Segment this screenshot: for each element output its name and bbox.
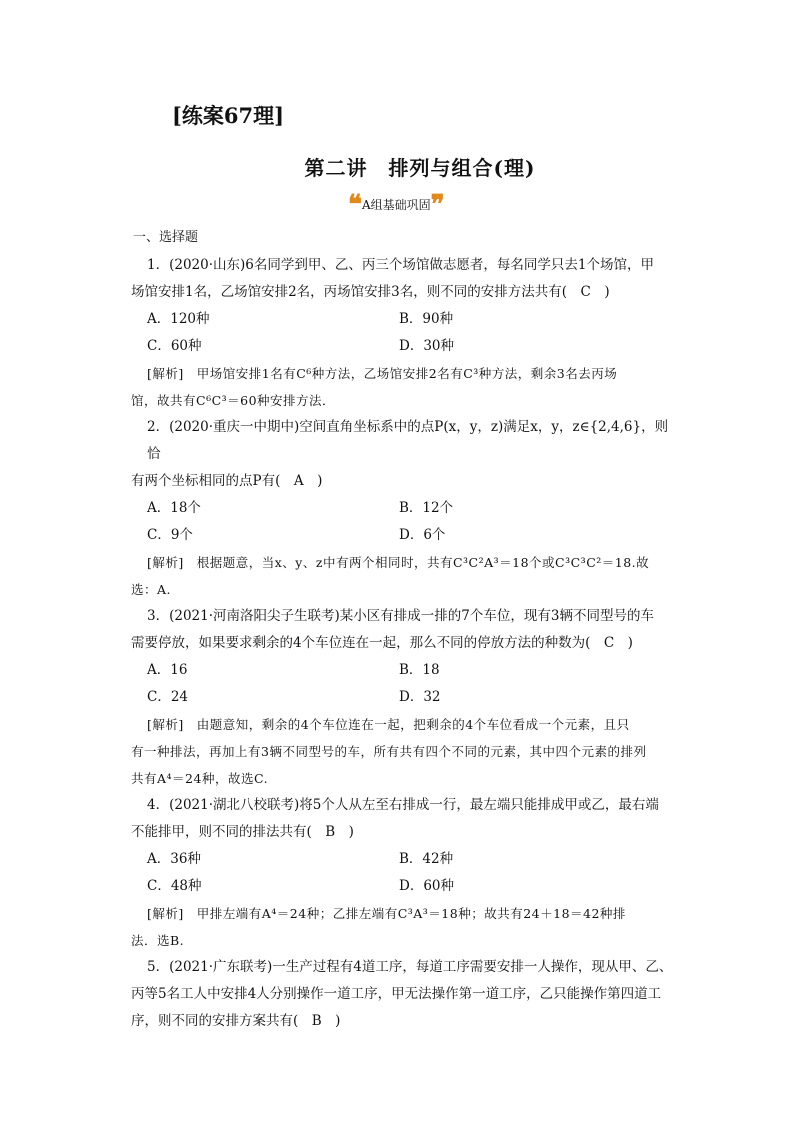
close-quote-icon: ❞ xyxy=(430,189,445,220)
option-d: D．32 xyxy=(399,689,441,705)
question-text: 需要停放，如果要求剩余的4个车位连在一起，那么不同的停放方法的种数为( C ) xyxy=(131,635,633,651)
option-a: A．16 xyxy=(147,662,188,678)
option-c: C．9个 xyxy=(147,527,193,543)
question-text: 场馆安排1名，乙场馆安排2名，丙场馆安排3名，则不同的安排方法共有( C ) xyxy=(131,284,610,300)
option-row xyxy=(147,495,675,522)
option-d: D．30种 xyxy=(399,338,455,354)
option-b: B．90种 xyxy=(399,311,454,327)
option-row xyxy=(147,657,675,684)
question-1 xyxy=(131,252,675,414)
page-title: 第二讲 排列与组合(理) xyxy=(304,156,536,180)
question-list xyxy=(131,252,675,1035)
option-row xyxy=(147,522,675,549)
option-d: D．6个 xyxy=(399,527,446,543)
analysis-text: 馆，故共有C⁶C³＝60种安排方法． xyxy=(131,393,336,408)
option-row xyxy=(147,333,675,360)
question-text: 不能排甲，则不同的排法共有( B ) xyxy=(131,824,354,840)
option-row xyxy=(147,873,675,900)
option-row xyxy=(147,306,675,333)
question-text: 2．(2020·重庆一中期中)空间直角坐标系中的点P(x，y，z)满足x，y，z∈{2,4,6}，则恰 xyxy=(147,419,669,462)
section-label: 一、选择题 xyxy=(133,230,199,245)
analysis-text: 共有A⁴＝24种，故选C. xyxy=(131,771,269,786)
analysis-text: [解析] 甲排左端有A⁴＝24种；乙排左端有C³A³＝18种；故共有24＋18＝42种排 xyxy=(147,906,626,921)
analysis-text: [解析] 根据题意，当x、y、z中有两个相同时，共有C³C²A³＝18个或C³C³C²＝18.故 xyxy=(147,555,650,570)
question-text: 1．(2020·山东)6名同学到甲、乙、丙三个场馆做志愿者，每名同学只去1个场馆，甲 xyxy=(147,257,654,273)
analysis-text: 选：A. xyxy=(131,582,172,597)
question-5 xyxy=(131,954,675,1035)
option-a: A．18个 xyxy=(147,500,201,516)
exam-tag: [练案67理] xyxy=(172,103,285,128)
question-text: 5．(2021·广东联考)一生产过程有4道工序，每道工序需要安排一人操作，现从甲、乙、 xyxy=(147,959,673,975)
analysis-text: [解析] 由题意知，剩余的4个车位连在一起，把剩余的4个车位看成一个元素，且只 xyxy=(147,717,630,732)
question-3 xyxy=(131,603,675,792)
question-text: 3．(2021·河南洛阳尖子生联考)某小区有排成一排的7个车位，现有3辆不同型号的车 xyxy=(147,608,654,624)
analysis-text: 法．选B. xyxy=(131,933,185,948)
option-c: C．48种 xyxy=(147,878,202,894)
question-text: 4．(2021·湖北八校联考)将5个人从左至右排成一行，最左端只能排成甲或乙，最右端 xyxy=(147,797,659,813)
analysis-text: [解析] 甲场馆安排1名有C⁶种方法，乙场馆安排2名有C³种方法，剩余3名去丙场 xyxy=(147,366,618,381)
option-c: C．60种 xyxy=(147,338,202,354)
option-row xyxy=(147,684,675,711)
question-2 xyxy=(131,414,675,603)
option-row xyxy=(147,846,675,873)
option-d: D．60种 xyxy=(399,878,455,894)
question-text: 丙等5名工人中安排4人分别操作一道工序，甲无法操作第一道工序，乙只能操作第四道工 xyxy=(131,986,662,1002)
question-text: 序，则不同的安排方案共有( B ) xyxy=(131,1013,341,1029)
question-4 xyxy=(131,792,675,954)
question-text: 有两个坐标相同的点P有( A ) xyxy=(131,473,323,489)
option-b: B．12个 xyxy=(399,500,454,516)
open-quote-icon: ❝ xyxy=(348,189,362,220)
option-c: C．24 xyxy=(147,689,189,705)
option-a: A．36种 xyxy=(147,851,201,867)
group-badge xyxy=(348,189,445,220)
analysis-text: 有一种排法，再加上有3辆不同型号的车，所有共有四个不同的元素，其中四个元素的排列 xyxy=(131,744,647,759)
option-b: B．42种 xyxy=(399,851,454,867)
option-b: B．18 xyxy=(399,662,440,678)
group-label: A组基础巩固 xyxy=(362,198,431,212)
option-a: A．120种 xyxy=(147,311,210,327)
